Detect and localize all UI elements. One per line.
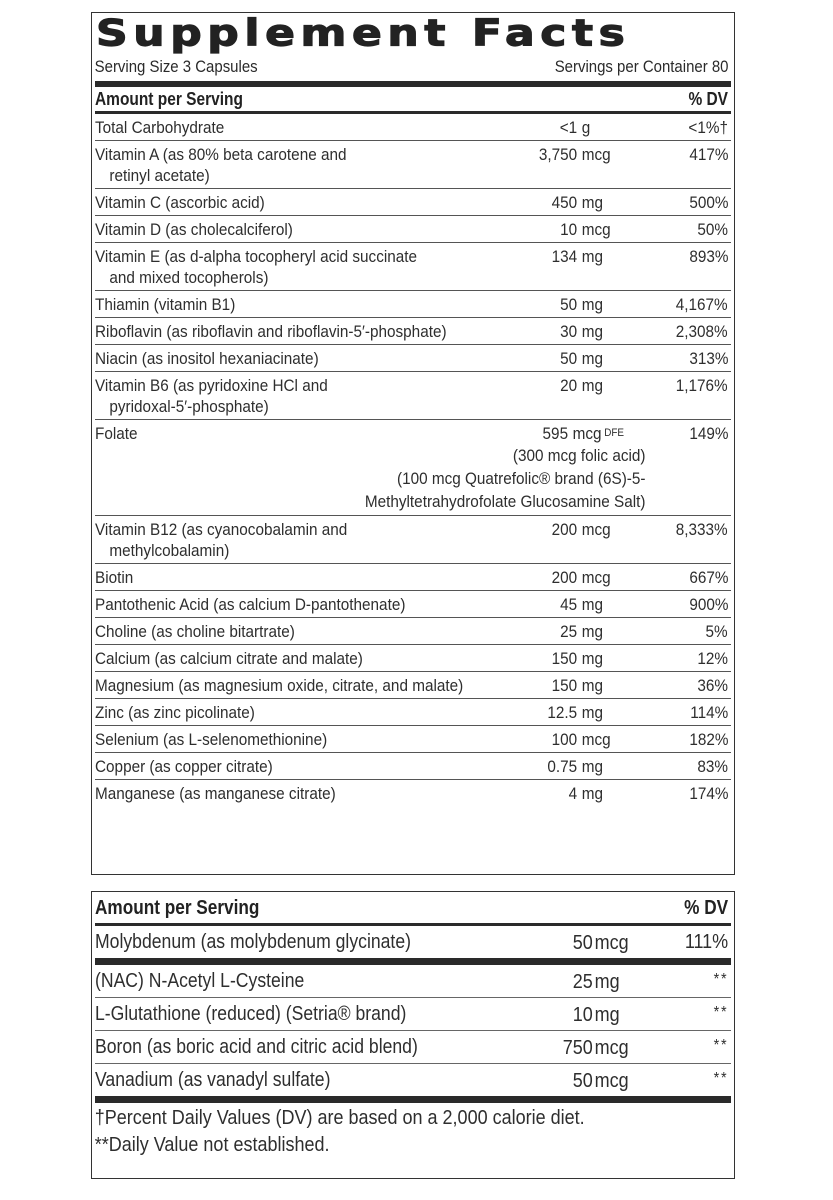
amount-unit: g	[581, 118, 591, 137]
table-row	[95, 998, 731, 1031]
folate-detail-line: (100 mcg Quatrefolic® brand (6S)-5-	[396, 469, 646, 488]
daily-value: 667%	[688, 568, 728, 587]
nutrient-name-line: Thiamin (vitamin B1)	[95, 295, 236, 314]
amount-number: 50	[572, 932, 593, 954]
amount	[525, 648, 624, 669]
amount-unit: mg	[581, 349, 603, 368]
nutrient-name-line: Total Carbohydrate	[95, 118, 225, 137]
table-row	[95, 1064, 731, 1103]
nutrient-name-line: Vitamin B12 (as cyanocobalamin and	[95, 520, 348, 539]
amount-unit: mcg	[581, 220, 611, 239]
ingredient-name: (NAC) N-Acetyl L-Cysteine	[95, 970, 305, 992]
nutrient-name	[95, 375, 473, 417]
nutrient-name-line: Folate	[95, 424, 138, 443]
daily-value: 174%	[688, 784, 728, 803]
amount-unit: mcg	[594, 1037, 629, 1059]
daily-value: **	[713, 1037, 728, 1054]
table-row	[95, 114, 731, 141]
nutrient-name-line: Vitamin C (ascorbic acid)	[95, 193, 265, 212]
nutrient-name	[95, 756, 473, 777]
amount-unit: mg	[581, 247, 603, 266]
amount-number: 10	[572, 1004, 593, 1026]
amount-number: 100	[551, 730, 578, 749]
footnote-dagger: †Percent Daily Values (DV) are based on a 2,000 calorie diet.	[94, 1107, 585, 1129]
amount-unit: mg	[581, 193, 603, 212]
nutrient-name-line: Selenium (as L-selenomethionine)	[95, 730, 328, 749]
amount	[525, 144, 624, 165]
amount-unit: mcg	[594, 1070, 629, 1092]
amount	[525, 375, 624, 396]
amount	[525, 519, 624, 540]
nutrient-name-line: Niacin (as inositol hexaniacinate)	[95, 349, 319, 368]
amount-unit: mg	[581, 757, 603, 776]
serving-size: Serving Size 3 Capsules	[94, 57, 258, 76]
amount-per-serving-label-2: Amount per Serving	[95, 897, 260, 919]
footnote-stars: **Daily Value not established.	[94, 1134, 330, 1156]
dv-label-2: % DV	[684, 897, 728, 919]
amount-unit: mg	[581, 322, 603, 341]
amount	[555, 1002, 654, 1028]
table-row	[95, 372, 731, 420]
table-row	[95, 753, 731, 780]
ingredient-name: Vanadium (as vanadyl sulfate)	[95, 1069, 331, 1091]
amount-number: 150	[551, 676, 578, 695]
servings-per-container: Servings per Container 80	[554, 57, 729, 76]
amount-per-serving-label: Amount per Serving	[95, 89, 243, 109]
amount	[525, 756, 624, 777]
nutrient-name-line: Riboflavin (as riboflavin and riboflavin-5′-phosphate)	[95, 322, 447, 341]
nutrient-name-line: Vitamin A (as 80% beta carotene and	[95, 145, 347, 164]
amount-number: 200	[551, 520, 578, 539]
daily-value: **	[713, 1070, 728, 1087]
daily-value: 1,176%	[676, 376, 728, 395]
amount-number: 4	[568, 784, 578, 803]
daily-value: 2,308%	[676, 322, 728, 341]
nutrient-name	[95, 675, 473, 696]
nutrient-name-continuation: retinyl acetate)	[109, 166, 210, 185]
nutrient-name-line: Calcium (as calcium citrate and malate)	[95, 649, 363, 668]
daily-value: 111%	[684, 931, 728, 953]
amount-number: 12.5	[547, 703, 578, 722]
nutrient-name-line: Biotin	[95, 568, 134, 587]
nutrient-name	[95, 423, 473, 444]
amount	[555, 1035, 654, 1061]
amount-number: 50	[560, 349, 578, 368]
amount-unit: mcg	[581, 568, 611, 587]
daily-value: **	[713, 971, 728, 988]
table-row	[95, 189, 731, 216]
table-header	[92, 87, 734, 111]
table-row	[95, 216, 731, 243]
nutrient-name-continuation: pyridoxal-5′-phosphate)	[109, 397, 269, 416]
daily-value: 417%	[688, 145, 728, 164]
amount-unit-qualifier: DFE	[604, 427, 624, 439]
nutrient-name	[95, 321, 473, 342]
nutrient-name	[95, 192, 473, 213]
nutrient-name	[95, 144, 473, 186]
amount	[525, 117, 624, 138]
table-row	[95, 318, 731, 345]
daily-value: 4,167%	[676, 295, 728, 314]
amount-unit: mcg	[581, 145, 611, 164]
amount	[525, 702, 624, 723]
amount-number: 200	[551, 568, 578, 587]
nutrient-name-line: Choline (as choline bitartrate)	[95, 622, 295, 641]
table-row	[95, 1031, 731, 1064]
amount-number: 134	[551, 247, 578, 266]
ingredient-name: Molybdenum (as molybdenum glycinate)	[95, 931, 411, 953]
amount-unit: mcg	[581, 520, 611, 539]
nutrient-name	[95, 117, 473, 138]
amount	[555, 969, 654, 995]
daily-value: **	[713, 1004, 728, 1021]
amount	[525, 594, 624, 615]
amount-unit: mcg	[572, 424, 602, 443]
amount	[525, 321, 624, 342]
nutrient-name-line: Zinc (as zinc picolinate)	[95, 703, 255, 722]
amount-number: <1	[559, 118, 578, 137]
daily-value: 893%	[688, 247, 728, 266]
amount	[555, 1068, 654, 1094]
amount	[525, 348, 624, 369]
nutrient-name-line: Manganese (as manganese citrate)	[95, 784, 336, 803]
footnotes	[92, 1103, 670, 1159]
nutrient-name	[95, 246, 473, 288]
nutrient-name-line: Magnesium (as magnesium oxide, citrate, and malate)	[95, 676, 464, 695]
daily-value: 900%	[688, 595, 728, 614]
nutrient-name	[95, 783, 473, 804]
nutrient-name-continuation: and mixed tocopherols)	[109, 268, 269, 287]
daily-value: <1%†	[688, 118, 728, 137]
daily-value: 500%	[688, 193, 728, 212]
amount	[525, 219, 624, 240]
amount-number: 3,750	[538, 145, 578, 164]
amount-number: 450	[551, 193, 578, 212]
nutrient-name	[95, 648, 473, 669]
table-row	[95, 420, 731, 516]
amount-number: 0.75	[547, 757, 578, 776]
amount	[525, 192, 624, 213]
amount-unit: mg	[581, 676, 603, 695]
table-row	[95, 672, 731, 699]
amount-number: 20	[560, 376, 578, 395]
amount	[525, 675, 624, 696]
amount-unit: mg	[581, 622, 603, 641]
table-header-2	[92, 893, 734, 923]
amount-number: 10	[560, 220, 578, 239]
amount-number: 25	[560, 622, 578, 641]
folate-detail-line: Methyltetrahydrofolate Glucosamine Salt)	[364, 492, 646, 511]
nutrient-name	[95, 348, 473, 369]
table-row	[95, 780, 731, 806]
amount	[525, 567, 624, 588]
nutrient-name-line: Vitamin D (as cholecalciferol)	[95, 220, 293, 239]
table-row	[95, 645, 731, 672]
amount-number: 50	[572, 1070, 593, 1092]
table-row	[95, 291, 731, 318]
table-row	[95, 699, 731, 726]
amount-unit: mg	[581, 376, 603, 395]
nutrient-name	[95, 219, 473, 240]
daily-value: 83%	[697, 757, 728, 776]
daily-value: 313%	[688, 349, 728, 368]
amount-unit: mcg	[594, 932, 629, 954]
table-row	[95, 564, 731, 591]
ingredient-table	[92, 926, 734, 1103]
daily-value: 8,333%	[676, 520, 728, 539]
amount-unit: mcg	[581, 730, 611, 749]
additional-ingredients-panel	[91, 891, 735, 1179]
dv-label: % DV	[688, 89, 728, 109]
amount	[525, 294, 624, 315]
ingredient-name: Boron (as boric acid and citric acid blend)	[95, 1036, 418, 1058]
table-row	[95, 243, 731, 291]
nutrient-name	[95, 567, 473, 588]
nutrient-name-line: Copper (as copper citrate)	[95, 757, 273, 776]
amount	[555, 930, 654, 956]
table-row	[95, 516, 731, 564]
amount-number: 750	[562, 1037, 593, 1059]
table-row	[95, 726, 731, 753]
amount-number: 50	[560, 295, 578, 314]
nutrient-name	[95, 519, 473, 561]
serving-info	[92, 57, 734, 79]
amount-unit: mg	[581, 784, 603, 803]
daily-value: 182%	[688, 730, 728, 749]
nutrient-name-line: Vitamin E (as d-alpha tocopheryl acid succinate	[95, 247, 418, 266]
amount-unit: mg	[581, 295, 603, 314]
table-row	[95, 591, 731, 618]
amount-unit: mg	[581, 703, 603, 722]
daily-value: 50%	[697, 220, 728, 239]
amount	[525, 246, 624, 267]
amount-number: 25	[572, 971, 593, 993]
amount-unit: mg	[581, 595, 603, 614]
amount	[525, 621, 624, 642]
nutrient-name-continuation: methylcobalamin)	[109, 541, 230, 560]
nutrient-name	[95, 294, 473, 315]
amount-number: 595	[542, 424, 569, 443]
nutrient-name	[95, 621, 473, 642]
amount-number: 45	[560, 595, 578, 614]
amount	[525, 783, 624, 804]
nutrient-name	[95, 594, 473, 615]
nutrient-name	[95, 702, 473, 723]
daily-value: 5%	[705, 622, 728, 641]
daily-value: 36%	[697, 676, 728, 695]
daily-value: 149%	[688, 424, 728, 443]
nutrient-name	[95, 729, 473, 750]
nutrient-table	[92, 114, 734, 806]
table-row	[95, 926, 731, 965]
amount	[525, 729, 624, 750]
amount-unit: mg	[581, 649, 603, 668]
amount	[525, 423, 624, 444]
daily-value: 114%	[690, 703, 728, 722]
supplement-facts-panel	[91, 12, 735, 875]
amount-unit: mg	[594, 1004, 620, 1026]
amount-number: 150	[551, 649, 578, 668]
nutrient-name-line: Pantothenic Acid (as calcium D-pantothenate)	[95, 595, 406, 614]
table-row	[95, 618, 731, 645]
ingredient-name: L-Glutathione (reduced) (Setria® brand)	[95, 1003, 407, 1025]
folate-detail-line: (300 mcg folic acid)	[512, 446, 646, 465]
table-row	[95, 965, 731, 998]
amount-number: 30	[560, 322, 578, 341]
nutrient-name-line: Vitamin B6 (as pyridoxine HCl and	[95, 376, 328, 395]
daily-value: 12%	[697, 649, 728, 668]
amount-unit: mg	[594, 971, 620, 993]
table-row	[95, 345, 731, 372]
panel-title: Supplement Facts	[96, 12, 631, 55]
table-row	[95, 141, 731, 189]
